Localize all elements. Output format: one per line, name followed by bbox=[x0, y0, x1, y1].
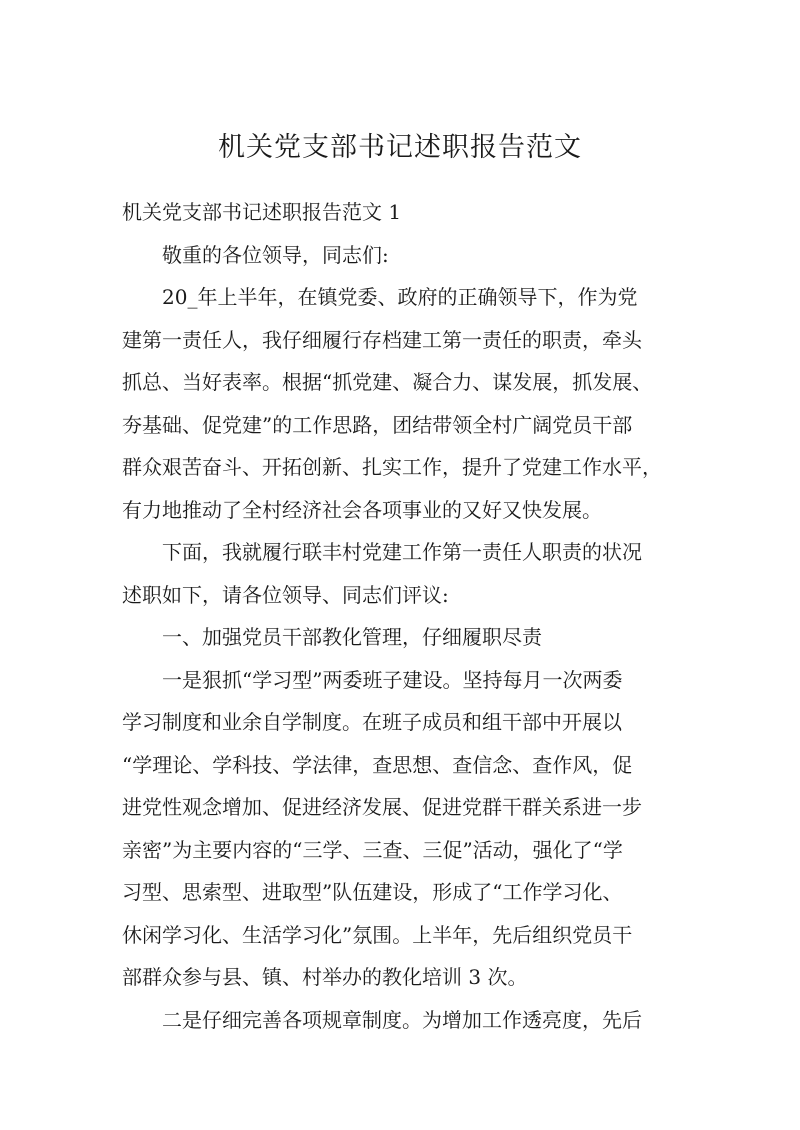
greeting: 敬重的各位领导，同志们: bbox=[162, 242, 389, 267]
paragraph-study-team bbox=[122, 659, 682, 999]
text-line: 部群众参与县、镇、村举办的教化培训 3 次。 bbox=[122, 965, 528, 989]
text-line: 亲密”为主要内容的“三学、三查、三促”活动，强化了“学 bbox=[122, 837, 623, 862]
text-line: 习型、思索型、进取型”队伍建设，形成了“工作学习化、 bbox=[122, 880, 623, 904]
text-line: 一是狠抓“学习型”两委班子建设。坚持每月一次两委 bbox=[162, 667, 623, 692]
text-line: 下面，我就履行联丰村党建工作第一责任人职责的状况 bbox=[162, 540, 642, 564]
text-line: 建第一责任人，我仔细履行存档建工第一责任的职责，牵头 bbox=[122, 327, 642, 352]
section-heading: 一、加强党员干部教化管理，仔细履职尽责 bbox=[162, 625, 542, 649]
paragraph-report-intro bbox=[122, 531, 682, 616]
document-body bbox=[122, 191, 682, 1041]
text-line: 述职如下，请各位领导、同志们评议: bbox=[122, 582, 449, 607]
paragraph-intro bbox=[122, 276, 682, 531]
text-line: “学理论、学科技、学法律，查思想、查信念、查作风，促 bbox=[122, 752, 633, 777]
text-line: 休闲学习化、生活学习化”氛围。上半年，先后组织党员干 bbox=[122, 922, 633, 947]
text-line: 进党性观念增加、促进经济发展、促进党群干群关系进一步 bbox=[122, 795, 642, 819]
document-subtitle: 机关党支部书记述职报告范文 1 bbox=[122, 200, 402, 224]
text-line: 抓总、当好表率。根据“抓党建、凝合力、谋发展，抓发展、 bbox=[122, 370, 653, 394]
text-line: 夯基础、促党建”的工作思路，团结带领全村广阔党员干部 bbox=[122, 412, 633, 437]
text-line: 有力地推动了全村经济社会各项事业的又好又快发展。 bbox=[122, 497, 602, 522]
text-line: 群众艰苦奋斗、开拓创新、扎实工作，提升了党建工作水平， bbox=[122, 455, 662, 479]
document-title: 机关党支部书记述职报告范文 bbox=[218, 132, 582, 163]
text-line: 二是仔细完善各项规章制度。为增加工作透亮度，先后 bbox=[162, 1007, 642, 1032]
text-line: 20_年上半年，在镇党委、政府的正确领导下，作为党 bbox=[162, 285, 638, 309]
text-line: 学习制度和业余自学制度。在班子成员和组干部中开展以 bbox=[122, 710, 622, 734]
paragraph-regulations bbox=[122, 999, 682, 1042]
